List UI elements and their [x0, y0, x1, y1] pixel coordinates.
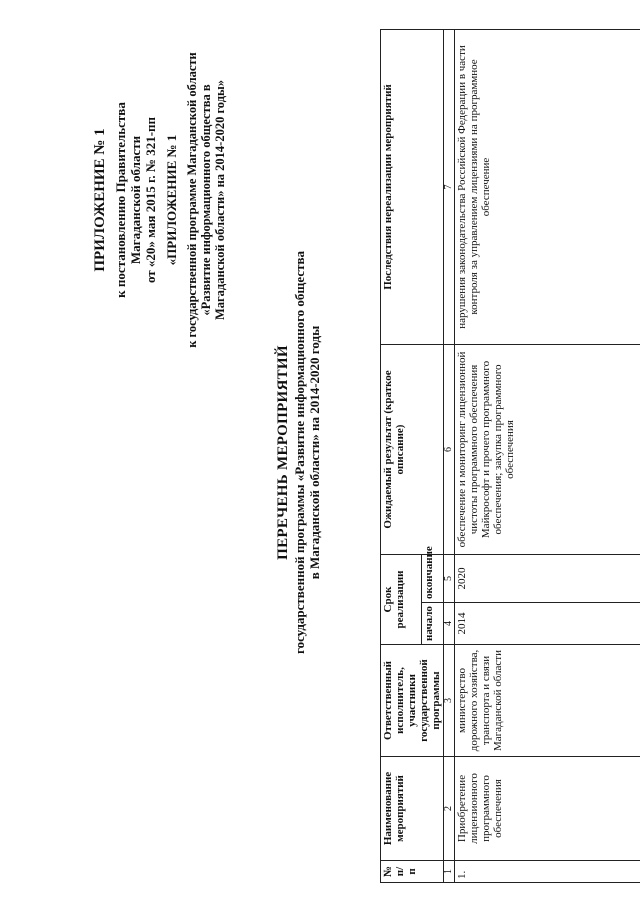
document-subtitle-2: в Магаданской области» на 2014-2020 годы [307, 325, 322, 580]
measures-table [380, 29, 640, 883]
header-num: № п/п [381, 861, 444, 883]
row-result: обеспечение и мониторинг лицензионной чистоты программного обеспечения Майкрософт и прочего программного обеспечения; закупка программного обеспечения [455, 344, 640, 554]
col-number: 3 [444, 645, 455, 757]
column-number-row [444, 29, 455, 882]
col-number: 7 [444, 29, 455, 344]
appendix-line-3: от «20» мая 2015 г. № 321-пп [143, 116, 158, 284]
row-name: Приобретение лицензионного программного обеспечения [455, 757, 640, 861]
document-title-block [275, 60, 322, 845]
header-executor: Ответственный исполнитель, участники государственной программы [381, 645, 444, 757]
row-start: 2014 [455, 603, 640, 645]
header-end: окончание [421, 554, 444, 602]
header-result: Ожидаемый результат (краткое описание) [381, 344, 444, 554]
row-end: 2020 [455, 554, 640, 602]
header-consequences: Последствия нереализации мероприятий [381, 29, 444, 344]
document-subtitle-1: государственной программы «Развитие информационного общества [292, 251, 307, 655]
header-period: Срок реализации [381, 554, 422, 644]
col-number: 2 [444, 757, 455, 861]
header-start: начало [421, 603, 444, 645]
appendix-block [92, 50, 227, 350]
col-number: 1 [444, 861, 455, 883]
appendix-inner-text: к государственной программе Магаданской области «Развитие информационного общества в Магаданской области» на 2014-2020 годы» [185, 52, 227, 348]
col-number: 4 [444, 603, 455, 645]
appendix-inner-title: «ПРИЛОЖЕНИЕ № 1 [164, 134, 179, 266]
header-name: Наименование мероприятий [381, 757, 444, 861]
appendix-line-1: к постановлению Правительства [113, 102, 128, 298]
row-executor: министерство дорожного хозяйства, транспорта и связи Магаданской области [455, 645, 640, 757]
row-num: 1. [455, 861, 640, 883]
table-row [455, 29, 640, 882]
table-header-row [381, 29, 422, 882]
col-number: 6 [444, 344, 455, 554]
col-number: 5 [444, 554, 455, 602]
appendix-line-2: Магаданской области [128, 135, 143, 265]
appendix-title: ПРИЛОЖЕНИЕ № 1 [92, 128, 108, 272]
document-title: ПЕРЕЧЕНЬ МЕРОПРИЯТИЙ [275, 345, 291, 560]
row-consequences: нарушения законодательства Российской Федерации в части контроля за управлением лицензиями на программное обеспечение [455, 29, 640, 344]
